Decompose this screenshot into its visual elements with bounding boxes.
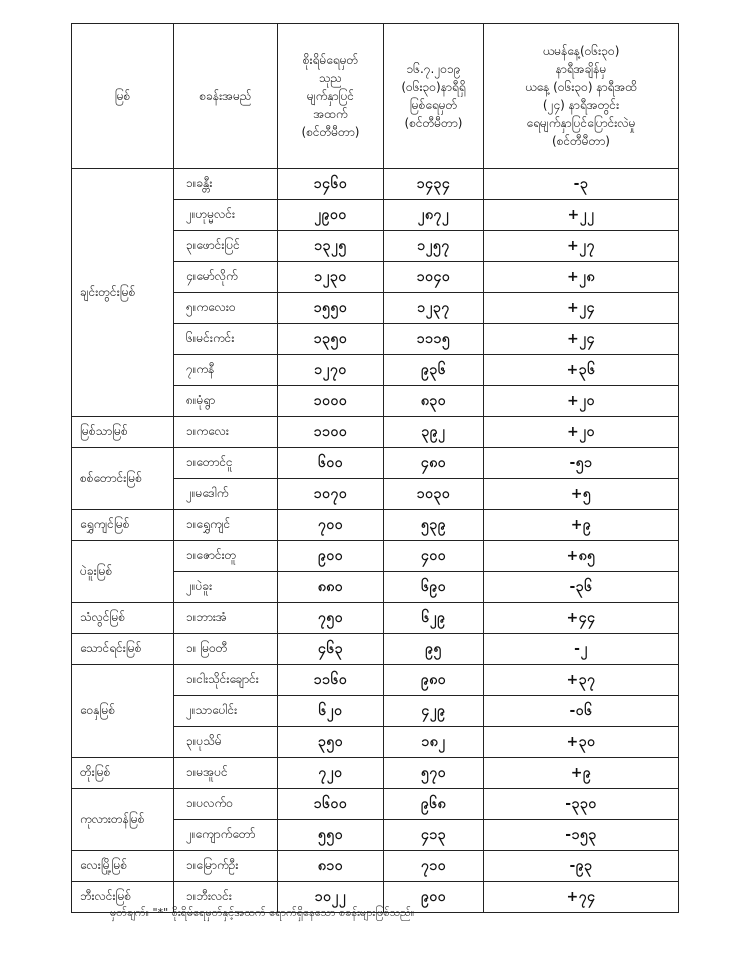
level-change-cell: -၃ <box>484 169 679 200</box>
region-cell: ရွှေကျင်မြစ် <box>72 510 174 541</box>
water-level-cell: ၈၃၀ <box>384 386 484 417</box>
station-cell: ၁။ဇောင်းတူ <box>174 541 278 572</box>
header-region: မြစ် <box>72 24 174 169</box>
table-row <box>72 758 679 789</box>
level-change-cell: -၃၃၀ <box>484 789 679 820</box>
danger-level-cell: ၃၅၀ <box>278 727 384 758</box>
water-level-cell: ၇၁၀ <box>384 851 484 882</box>
water-level-cell: ၃၉၂ <box>384 417 484 448</box>
water-level-cell: ၉၅ <box>384 634 484 665</box>
table-row <box>72 417 679 448</box>
region-cell: ကုလားတန်မြစ် <box>72 789 174 851</box>
water-level-cell: ၁၀၄၀ <box>384 262 484 293</box>
level-change-cell: +၂၇ <box>484 231 679 262</box>
level-change-cell: +၃၀ <box>484 727 679 758</box>
level-change-cell: +၂၀ <box>484 386 679 417</box>
station-cell: ၁။မြောက်ဦး <box>174 851 278 882</box>
water-level-cell: ၁၂၃၇ <box>384 293 484 324</box>
danger-level-cell: ၁၁၆၀ <box>278 665 384 696</box>
water-level-cell: ၁၄၃၄ <box>384 169 484 200</box>
danger-level-cell: ၁၂၃၀ <box>278 262 384 293</box>
station-cell: ၁။မအူပင် <box>174 758 278 789</box>
danger-level-cell: ၁၁၀၀ <box>278 417 384 448</box>
danger-level-cell: ၁၅၅၀ <box>278 293 384 324</box>
level-change-cell: -၃၆ <box>484 572 679 603</box>
level-change-cell: +၇၄ <box>484 882 679 913</box>
station-cell: ၂။သာပေါင်း <box>174 696 278 727</box>
level-change-cell: +၂၀ <box>484 417 679 448</box>
level-change-cell: -၁၅၃ <box>484 820 679 851</box>
station-cell: ၁။ခန္တီး <box>174 169 278 200</box>
danger-level-cell: ၂၉၀၀ <box>278 200 384 231</box>
danger-level-cell: ၈၁၀ <box>278 851 384 882</box>
water-level-cell: ၄၀၀ <box>384 541 484 572</box>
danger-level-cell: ၁၀၂၂ <box>278 882 384 913</box>
table-row <box>72 851 679 882</box>
header-water-level: ၁၆.၇.၂၀၁၉ (၀၆း၃၀)နာရီရှိ မြစ်ရေမှတ် (စင်တီမီတာ) <box>384 24 484 169</box>
region-cell: မြစ်သာမြစ် <box>72 417 174 448</box>
station-cell: ၁။ငါးသိုင်းချောင်း <box>174 665 278 696</box>
water-level-cell: ၉၈၀ <box>384 665 484 696</box>
table-row <box>72 510 679 541</box>
level-change-cell: -၀၆ <box>484 696 679 727</box>
station-cell: ၁။ကလေး <box>174 417 278 448</box>
table-header-row <box>72 24 679 169</box>
header-level-change: ယမန်နေ့(၀၆း၃၀) နာရီအချိန်မှ ယနေ့ (၀၆း၃၀) နာရီအထိ (၂၄) နာရီအတွင်း ရေမျက်နှာပြင်ပြောင်းလဲမှု (စင်တီမီတာ) <box>484 24 679 169</box>
region-cell: သံလွင်မြစ် <box>72 603 174 634</box>
water-level-cell: ၂၈၇၂ <box>384 200 484 231</box>
level-change-cell: -၂ <box>484 634 679 665</box>
station-cell: ၅။ကလေးဝ <box>174 293 278 324</box>
station-cell: ၂။ပဲခူး <box>174 572 278 603</box>
water-level-cell: ၆၉၀ <box>384 572 484 603</box>
danger-level-cell: ၇၂၀ <box>278 758 384 789</box>
station-cell: ၁။ဘီးလင်း <box>174 882 278 913</box>
level-change-cell: +၂၄ <box>484 324 679 355</box>
danger-level-cell: ၁၀၇၀ <box>278 479 384 510</box>
level-change-cell: +၂၄ <box>484 293 679 324</box>
river-level-table <box>71 23 679 913</box>
danger-level-cell: ၆၂၀ <box>278 696 384 727</box>
station-cell: ၁။ရွှေကျင် <box>174 510 278 541</box>
danger-level-cell: ၁၆၀၀ <box>278 789 384 820</box>
level-change-cell: +၈၅ <box>484 541 679 572</box>
water-level-cell: ၄၁၃ <box>384 820 484 851</box>
table-row <box>72 603 679 634</box>
level-change-cell: +၄၄ <box>484 603 679 634</box>
region-cell: တိုးမြစ် <box>72 758 174 789</box>
water-level-cell: ၉၀၀ <box>384 882 484 913</box>
water-level-cell: ၅၃၉ <box>384 510 484 541</box>
danger-level-cell: ၁၃၂၅ <box>278 231 384 262</box>
danger-level-cell: ၁၀၀၀ <box>278 386 384 417</box>
table-row <box>72 541 679 572</box>
water-level-cell: ၄၈၀ <box>384 448 484 479</box>
station-cell: ၄။မော်လိုက် <box>174 262 278 293</box>
water-level-cell: ၆၂၉ <box>384 603 484 634</box>
footnote: မှတ်ချက်။ "*" စိုးရိမ်ရေမှတ်နှင့်အထက် ရောက်ရှိနေသော စခန်းများဖြစ်သည်။ <box>110 906 415 919</box>
danger-level-cell: ၁၃၅၀ <box>278 324 384 355</box>
level-change-cell: +၃၆ <box>484 355 679 386</box>
water-level-cell: ၄၂၉ <box>384 696 484 727</box>
table-row <box>72 665 679 696</box>
level-change-cell: +၉ <box>484 758 679 789</box>
water-level-cell: ၁၈၂ <box>384 727 484 758</box>
table-row <box>72 448 679 479</box>
danger-level-cell: ၇၀၀ <box>278 510 384 541</box>
station-cell: ၂။မဒေါက် <box>174 479 278 510</box>
level-change-cell: +၂၈ <box>484 262 679 293</box>
station-cell: ၆။မင်းကင်း <box>174 324 278 355</box>
level-change-cell: +၃၇ <box>484 665 679 696</box>
region-cell: စစ်တောင်းမြစ် <box>72 448 174 510</box>
level-change-cell: +၉ <box>484 510 679 541</box>
station-cell: ၁။ဘားအံ <box>174 603 278 634</box>
station-cell: ၁။ပလက်ဝ <box>174 789 278 820</box>
station-cell: ၁။တောင်ငူ <box>174 448 278 479</box>
water-level-cell: ၉၃၆ <box>384 355 484 386</box>
region-cell: လေးမြို့မြစ် <box>72 851 174 882</box>
water-level-cell: ၉၆၈ <box>384 789 484 820</box>
danger-level-cell: ၅၅၀ <box>278 820 384 851</box>
level-change-cell: -၅၁ <box>484 448 679 479</box>
station-cell: ၇။ကနီ <box>174 355 278 386</box>
table-row <box>72 634 679 665</box>
danger-level-cell: ၄၆၃ <box>278 634 384 665</box>
water-level-cell: ၅၇၀ <box>384 758 484 789</box>
station-cell: ၃။ပုသိမ် <box>174 727 278 758</box>
header-station: စခန်းအမည် <box>174 24 278 169</box>
level-change-cell: +၅ <box>484 479 679 510</box>
header-danger-level: စိုးရိမ်ရေမှတ် သုည မျက်နှာပြင် အထက် (စင်တီမီတာ) <box>278 24 384 169</box>
station-cell: ၂။ဟုမ္မလင်း <box>174 200 278 231</box>
region-cell: သောင်ရင်းမြစ် <box>72 634 174 665</box>
region-cell: ဝေနှမြစ် <box>72 665 174 758</box>
danger-level-cell: ၁၄၆၀ <box>278 169 384 200</box>
region-cell: ပဲခူးမြစ် <box>72 541 174 603</box>
region-cell: ချင်းတွင်းမြစ် <box>72 169 174 417</box>
table-row <box>72 169 679 200</box>
danger-level-cell: ၁၂၇၀ <box>278 355 384 386</box>
region-cell: ဘီးလင်းမြစ် <box>72 882 174 913</box>
water-level-cell: ၁၀၃၀ <box>384 479 484 510</box>
station-cell: ၃။ဖောင်းပြင် <box>174 231 278 262</box>
danger-level-cell: ၇၅၀ <box>278 603 384 634</box>
level-change-cell: -၉၃ <box>484 851 679 882</box>
table-row <box>72 789 679 820</box>
station-cell: ၂။ကျောက်တော် <box>174 820 278 851</box>
danger-level-cell: ၈၈၀ <box>278 572 384 603</box>
station-cell: ၁။ မြဝတီ <box>174 634 278 665</box>
danger-level-cell: ၉၀၀ <box>278 541 384 572</box>
danger-level-cell: ၆၀၀ <box>278 448 384 479</box>
water-level-cell: ၁၁၁၅ <box>384 324 484 355</box>
level-change-cell: +၂၂ <box>484 200 679 231</box>
water-level-cell: ၁၂၅၇ <box>384 231 484 262</box>
station-cell: ၈။မုံရွာ <box>174 386 278 417</box>
